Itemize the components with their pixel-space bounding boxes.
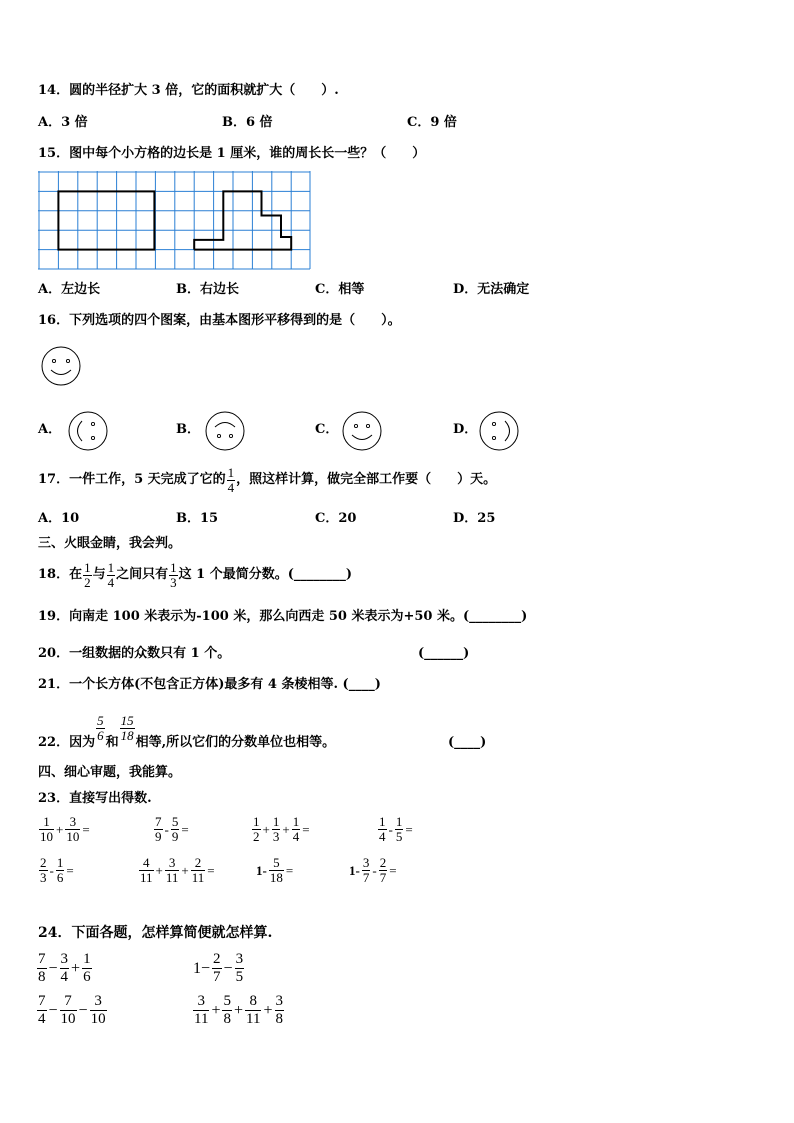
denominator: 3	[272, 829, 280, 844]
calc-8[interactable]	[348, 856, 398, 885]
fraction	[222, 993, 232, 1028]
option-b-figure[interactable]	[204, 410, 246, 452]
q14-option-c[interactable]: C．9 倍	[407, 115, 457, 130]
q22-text-b: 和	[105, 735, 119, 750]
fraction	[269, 856, 284, 885]
q17-line	[38, 463, 496, 497]
numerator: 1	[83, 951, 91, 967]
q18-text-b: 与	[92, 567, 106, 582]
simplify-3[interactable]	[36, 993, 108, 1028]
fraction	[235, 951, 245, 986]
operator: +	[233, 1001, 244, 1019]
numerator: 1	[379, 814, 386, 829]
denominator: 6	[97, 728, 104, 743]
numerator: 3	[362, 855, 370, 870]
fraction	[292, 815, 301, 844]
calc-7[interactable]	[255, 856, 294, 885]
operator: =	[302, 821, 310, 837]
fraction	[37, 993, 47, 1028]
numerator: 2	[213, 951, 221, 967]
numerator: 1	[272, 814, 280, 829]
numerator: 3	[94, 993, 102, 1009]
numerator: 3	[60, 951, 69, 967]
fraction	[90, 993, 107, 1028]
q16-option-a[interactable]: A．	[38, 422, 62, 437]
numerator: 1	[56, 855, 64, 870]
numerator: 1	[84, 559, 91, 575]
denominator: 3	[170, 574, 177, 590]
operator: +	[263, 1001, 273, 1019]
q16-option-d[interactable]: D．	[453, 422, 478, 437]
fraction	[395, 815, 404, 844]
denominator: 7	[362, 870, 370, 885]
q14-option-b[interactable]: B．6 倍	[222, 115, 273, 130]
denominator: 8	[38, 969, 46, 985]
q21-text[interactable]: 21．一个长方体(不包含正方体)最多有 4 条棱相等. (____)	[38, 677, 381, 692]
q22-line	[38, 709, 335, 751]
operator: =	[285, 862, 294, 878]
numerator: 5	[273, 855, 280, 870]
q18-fraction-2	[107, 561, 116, 590]
q15-option-b[interactable]: B．右边长	[176, 282, 239, 297]
numerator: 7	[155, 814, 162, 829]
fraction	[171, 815, 180, 844]
fraction	[275, 993, 285, 1028]
operator: =	[82, 821, 90, 837]
denominator: 6	[83, 969, 91, 985]
numerator: 1	[253, 814, 260, 829]
q17-text-b: ，照这样计算，做完全部工作要（ ）天。	[236, 472, 497, 487]
operator: 1−	[193, 959, 211, 977]
q17-option-b[interactable]: B．15	[176, 511, 219, 526]
numerator: 8	[249, 993, 257, 1009]
denominator: 4	[107, 574, 115, 590]
q17-option-d[interactable]: D．25	[453, 511, 496, 526]
fraction	[245, 993, 261, 1028]
q17-option-a[interactable]: A．10	[38, 511, 80, 526]
numerator: 2	[40, 855, 47, 870]
denominator: 4	[292, 829, 300, 844]
q22-fraction-2	[120, 714, 135, 743]
denominator: 8	[223, 1011, 231, 1027]
operator: =	[181, 821, 189, 837]
operator: −	[48, 1001, 58, 1019]
operator: −	[48, 959, 58, 977]
numerator: 7	[38, 951, 46, 967]
fraction	[154, 815, 163, 844]
numerator: 5	[171, 814, 179, 829]
denominator: 3	[40, 870, 47, 885]
q18-text-d[interactable]: 这 1 个最简分数。(________)	[178, 567, 353, 582]
q22-fraction-1	[96, 714, 105, 743]
operator: =	[66, 862, 74, 878]
numerator: 2	[194, 855, 202, 870]
q17-fraction	[227, 466, 236, 495]
numerator: 3	[275, 993, 283, 1009]
operator: +	[211, 1001, 221, 1019]
denominator: 8	[275, 1011, 283, 1027]
numerator: 5	[223, 993, 231, 1009]
simplify-2[interactable]	[192, 951, 245, 986]
q24-text: 24．下面各题，怎样算简便就怎样算.	[38, 925, 273, 941]
operator: 1-	[349, 862, 360, 878]
q18-text-a: 18．在	[38, 567, 83, 582]
numerator: 4	[143, 855, 150, 870]
denominator: 11	[165, 870, 179, 885]
fraction	[60, 993, 77, 1028]
denominator: 18	[120, 728, 134, 743]
denominator: 10	[60, 1011, 76, 1027]
q22-answer-blank[interactable]: (____)	[448, 735, 487, 750]
denominator: 10	[40, 829, 53, 844]
basic-smiley-figure	[40, 345, 82, 387]
denominator: 2	[84, 574, 91, 590]
q20-text: 20．一组数据的众数只有 1 个。	[38, 646, 231, 661]
operator: −	[223, 959, 233, 977]
fraction	[212, 951, 222, 986]
fraction	[39, 815, 54, 844]
q14-text: 14．圆的半径扩大 3 倍，它的面积就扩大（ ）.	[38, 83, 339, 98]
option-c-figure[interactable]	[341, 410, 383, 452]
q20-answer-blank[interactable]: (______)	[418, 646, 470, 661]
operator: +	[56, 821, 64, 837]
numerator: 15	[120, 713, 134, 728]
numerator: 5	[97, 713, 104, 728]
numerator: 7	[64, 993, 72, 1009]
q16-text: 16．下列选项的四个图案，由基本图形平移得到的是（ ）。	[38, 313, 401, 328]
numerator: 1	[227, 464, 235, 480]
fraction	[193, 993, 209, 1028]
section-4-heading: 四、细心审题，我能算。	[38, 765, 182, 780]
fraction	[139, 856, 154, 885]
q18-fraction-3	[169, 561, 178, 590]
denominator: 4	[227, 479, 235, 495]
q18-fraction-1	[83, 561, 92, 590]
simplify-1[interactable]	[36, 951, 93, 986]
operator: -	[388, 821, 393, 837]
operator: =	[207, 862, 215, 878]
numerator: 3	[69, 814, 77, 829]
numerator: 2	[379, 855, 387, 870]
q17-text-a: 17．一件工作，5 天完成了它的	[38, 472, 226, 487]
fraction	[65, 815, 80, 844]
fraction	[252, 815, 261, 844]
operator: -	[49, 862, 54, 878]
numerator: 3	[197, 993, 205, 1009]
calc-3[interactable]	[251, 815, 311, 844]
section-3-heading: 三、火眼金睛，我会判。	[38, 536, 182, 551]
calc-4[interactable]	[377, 815, 414, 844]
numerator: 1	[43, 814, 50, 829]
q15-option-a[interactable]: A．左边长	[38, 282, 101, 297]
fraction	[60, 951, 70, 986]
numerator: 1	[292, 814, 300, 829]
operator: =	[405, 821, 413, 837]
denominator: 5	[235, 969, 244, 985]
fraction	[37, 951, 47, 986]
denominator: 10	[66, 829, 80, 844]
denominator: 7	[213, 969, 221, 985]
q19-text[interactable]: 19．向南走 100 米表示为-100 米，那么向西走 50 米表示为+50 米。(________)	[38, 609, 528, 624]
operator: -	[372, 862, 377, 878]
right-shape	[194, 191, 291, 249]
denominator: 4	[60, 969, 69, 985]
numerator: 3	[235, 951, 244, 967]
denominator: 5	[395, 829, 403, 844]
q22-text-c: 相等,所以它们的分数单位也相等。	[135, 735, 336, 750]
operator: +	[155, 862, 163, 878]
operator: +	[282, 821, 290, 837]
denominator: 11	[140, 870, 153, 885]
simplify-4[interactable]	[192, 993, 285, 1028]
fraction	[165, 856, 180, 885]
fraction	[379, 856, 388, 885]
numerator: 1	[395, 814, 403, 829]
operator: +	[181, 862, 189, 878]
fraction	[362, 856, 371, 885]
denominator: 7	[379, 870, 387, 885]
operator: +	[262, 821, 270, 837]
q15-option-c[interactable]: C．相等	[315, 282, 365, 297]
q15-option-d[interactable]: D．无法确定	[453, 282, 530, 297]
fraction	[378, 815, 387, 844]
denominator: 4	[379, 829, 386, 844]
calc-2[interactable]	[153, 815, 190, 844]
numerator: 1	[107, 559, 115, 575]
denominator: 9	[155, 829, 162, 844]
denominator: 11	[194, 1011, 209, 1027]
q18-text-c: 之间只有	[116, 567, 169, 582]
operator: 1-	[256, 862, 267, 878]
denominator: 2	[253, 829, 260, 844]
calc-1[interactable]	[38, 815, 91, 844]
grid-figure	[38, 171, 312, 271]
q22-text-a: 22．因为	[38, 735, 96, 750]
operator: -	[164, 821, 169, 837]
denominator: 18	[269, 870, 283, 885]
q16-option-c[interactable]: C．	[315, 422, 339, 437]
q16-option-b[interactable]: B．	[176, 422, 200, 437]
denominator: 11	[246, 1011, 261, 1027]
fraction	[39, 856, 48, 885]
q18-line	[38, 558, 352, 592]
denominator: 10	[90, 1011, 106, 1027]
numerator: 1	[170, 559, 177, 575]
denominator: 11	[191, 870, 205, 885]
q14-option-a[interactable]: A．3 倍	[38, 115, 88, 130]
calc-5[interactable]	[38, 856, 75, 885]
fraction	[191, 856, 206, 885]
fraction	[272, 815, 281, 844]
operator: +	[71, 959, 81, 977]
q15-text: 15．图中每个小方格的边长是 1 厘米，谁的周长长一些？（ ）	[38, 146, 426, 161]
left-shape	[58, 191, 154, 249]
calc-6[interactable]	[138, 856, 216, 885]
q17-option-c[interactable]: C．20	[315, 511, 357, 526]
option-d-figure[interactable]	[478, 410, 520, 452]
numerator: 7	[38, 993, 46, 1009]
operator: =	[389, 862, 397, 878]
denominator: 6	[56, 870, 64, 885]
q23-text: 23．直接写出得数.	[38, 791, 152, 806]
option-a-figure[interactable]	[67, 410, 109, 452]
denominator: 4	[38, 1011, 46, 1027]
denominator: 9	[171, 829, 179, 844]
operator: −	[78, 1001, 88, 1019]
numerator: 3	[168, 855, 176, 870]
fraction	[56, 856, 65, 885]
fraction	[82, 951, 92, 986]
